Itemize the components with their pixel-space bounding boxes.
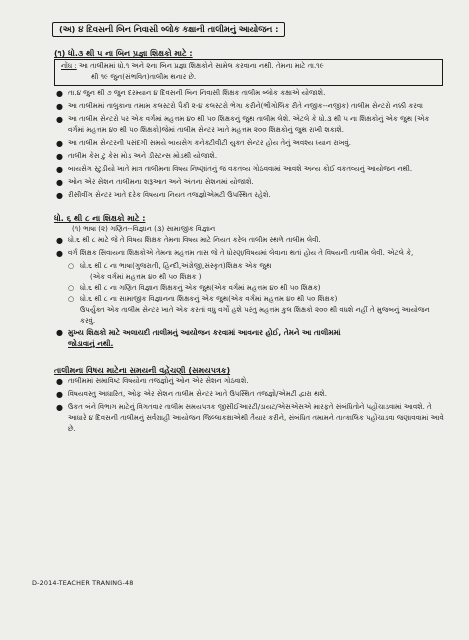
part1-title: (૧) ધો.૩ થી ૫ ના બિન પ્રજ્ઞા શિક્ષકો માટે : <box>54 49 193 58</box>
bullet-icon: ● <box>56 403 63 412</box>
circle-icon: ○ <box>68 284 75 292</box>
bold-note: ● મુખ્ય શિક્ષકો માટે અલાયદી તાલીમનું આયોજન કરવામાં આવનાર હોઈ, તેમને આ તાલીમમાં જોડાવાનું નથી. <box>56 328 341 348</box>
list-item: ● રીસીવીંગ સેન્ટર ખાતે દરેક વિષયના નિયત તજજ્ઞોએમટી ઉપસ્થિત રહેશે. <box>56 191 271 200</box>
note-label: નોંધ : <box>61 62 77 70</box>
continuation-text: ઉપર્યુક્ત એક તાલીમ સેન્ટર ખાતે એક કરતાં વધુ વર્ગો હશે પરંતુ મહત્તમ કુલ શિક્ષકો ૨૦૦ થી વધશે નહીં તે મુજબનું આયોજન કરવું. <box>80 306 430 325</box>
list-item: ● આ તાલીમમાં તાલુકાના તમામ કલસ્ટરો પૈકી ૨-૪ કલસ્ટરો ભેગા કરીને(ભૌગોલિક રીતે નજીક--નજીક) તાલીમ સેન્ટરો નક્કી કરવા <box>56 102 423 111</box>
bullet-icon: ● <box>56 191 63 200</box>
note-line-1 <box>61 61 436 72</box>
list-item: ● વર્ગ શિક્ષક સિવાયના શિક્ષકોએ તેમના મહત્તમ તાસ જે તે ધોરણ/વિષયમાં લેવાના થતાં હોય તે વિષયની તાલીમ લેવી. એટલે કે, <box>56 249 414 258</box>
group-item: ○ ધો.૬ થી ૮ ના ભાષા(ગુજરાતી, હિન્દી,અંગ્રેજી,સંસ્કૃત)શિક્ષક એક જુથ (એક વર્ગમાં મહત્તમ ૪૦ થી ૫૦ શિક્ષક ) <box>68 262 272 281</box>
bullet-icon: ● <box>56 236 63 245</box>
list-item: ● વિષયવસ્તુ આધારિત, ઓફ એર સેશન તાલીમ સેન્ટર ખાતે ઉપસ્થિત તજજ્ઞો/એમટી દ્વારા થશે. <box>56 390 327 399</box>
list-item: ● તા.૪ જુન થી ૭ જુન દરમ્યાન ૪ દિવસની બિન નિવાસી શિક્ષક તાલીમ બ્લોક કક્ષાએ યોજાશે. <box>56 89 326 98</box>
note-text-1: આ તાલીમમાં ધો.૧ અને ૨ના બિન પ્રજ્ઞા શિક્ષકોને સામેલ કરવાના નથી. તેમના માટે તા.૧૯ <box>76 62 324 70</box>
page-footer: D-2014-TEACHER TRANING-48 <box>32 579 134 587</box>
bullet-icon: ● <box>56 390 63 399</box>
list-item: ● ધો.૬ થી ૮ માટે જે તે વિષય શિક્ષક તેમના વિષય માટે નિયત કરેલ તાલીમ સ્થળે તાલીમ લેવી. <box>56 236 321 245</box>
part1-list <box>44 88 447 201</box>
circle-icon: ○ <box>68 295 75 303</box>
bold-note-list <box>44 327 447 349</box>
section-heading: (અ) ૪ દિવસની બિન નિવાસી બ્લોક કક્ષાની તાલીમનું આયોજન : <box>52 22 285 37</box>
circle-icon: ○ <box>68 262 75 270</box>
list-item: ● આ તાલીમ સેન્ટરો પર એક વર્ગમાં મહત્તમ ૪૦ થી ૫૦ શિક્ષકનું જુથ તાલીમ લેશે. એટલે કે ધો.૩ થી ૫ ના શિક્ષકોનું એક જુથ (એક વર્ગમાં મહત્તમ ૪૦ થી ૫૦ શિક્ષકો)જેમાં તાલીમ સેન્ટર ખાતે મહત્તમ ૨૦૦ શિક્ષકોનું જુથ રાખી શકાશે. <box>56 115 430 134</box>
list-item: ● આ તાલીમ સેન્ટરની પસંદગી સમયે બાયસેગ કનેક્ટીવીટી યુક્ત સેન્ટર હોય તેનું અવશ્ય ધ્યાન રાખવું. <box>56 139 351 148</box>
part2-list <box>44 235 447 259</box>
part3-title: તાલીમના વિષય માટેના સમયની વહેંચણી (સમયપત્રક) <box>54 366 231 375</box>
group-list <box>44 261 447 305</box>
list-item: ● તાલીમ કેસ ટુ કેસ મોડ અને ડીસ્ટન્સ મોડથી યોજાશે. <box>56 152 218 161</box>
bullet-icon: ● <box>56 152 63 161</box>
part2-subjects: (૧) ભાષા (૨) ગણિત--વિજ્ઞાન (૩) સામાજીક વિજ્ઞાન <box>72 225 216 233</box>
group-item: ○ ધો.૬ થી ૮ ના ગણિત વિજ્ઞાન શિક્ષકનું એક જુથ(એક વર્ગમાં મહત્તમ ૪૦ થી ૫૦ શિક્ષક) <box>68 284 321 292</box>
bullet-icon: ● <box>56 102 63 111</box>
bullet-icon: ● <box>56 249 63 258</box>
bullet-icon: ● <box>56 165 63 174</box>
bullet-icon: ● <box>56 178 63 187</box>
list-item: ● ઓન એર સેશન તાલીમના શરૂઆત અને અંતના સેશનમાં યોજાશે. <box>56 178 254 187</box>
bullet-icon: ● <box>56 139 63 148</box>
note-box <box>54 59 443 86</box>
note-text-2: થી ૧૯ જુન(સંભવિત)તાલીમ થનાર છે. <box>91 73 197 81</box>
part2-title: ધો. ૬ થી ૮ ના શિક્ષકો માટે : <box>54 214 146 223</box>
bullet-icon: ● <box>56 328 63 337</box>
part3-list <box>44 376 447 435</box>
bullet-icon: ● <box>56 89 63 98</box>
list-item: ● ઉકત બંને વિભાગ માટેનું વિગતવાર તાલીમ સમયપત્રક જીસીઈઆરટી/ડાયટ/એસએસએ મારફતે સંબંધિતોને પહોંચાડવામાં આવશે. તે આધારે ૪ દિવસની તાલીમનું સર્વગ્રાહી આયોજન જિલ્લાકક્ષાએથી તૈયાર કરીને, સંબંધિત તમામને તાત્કાલિક પહોંચાડવા જણાવવામાં આવે છે. <box>56 403 444 433</box>
list-item: ● તાલીમમાં સમાવિષ્ટ વિષયોના તજજ્ઞોનું ઓન એર સેશન ગોઠવાશે. <box>56 377 249 386</box>
list-item: ● બાયસેગ સ્ટુડીયો ખાતે માત્ર તાલીમના વિષય નિષ્ણાંતનું જ વકતવ્ય ગોઠવવામાં આવશે અન્ય કોઈ વકતવ્યનું આયોજન નથી. <box>56 165 413 174</box>
bullet-icon: ● <box>56 377 63 386</box>
bullet-icon: ● <box>56 115 63 124</box>
group-item: ○ ધો.૬ થી ૮ ના સામાજીક વિજ્ઞાનના શિક્ષકનું એક જુથ(એક વર્ગમાં મહત્તમ ૪૦ થી ૫૦ શિક્ષક) <box>68 295 338 303</box>
